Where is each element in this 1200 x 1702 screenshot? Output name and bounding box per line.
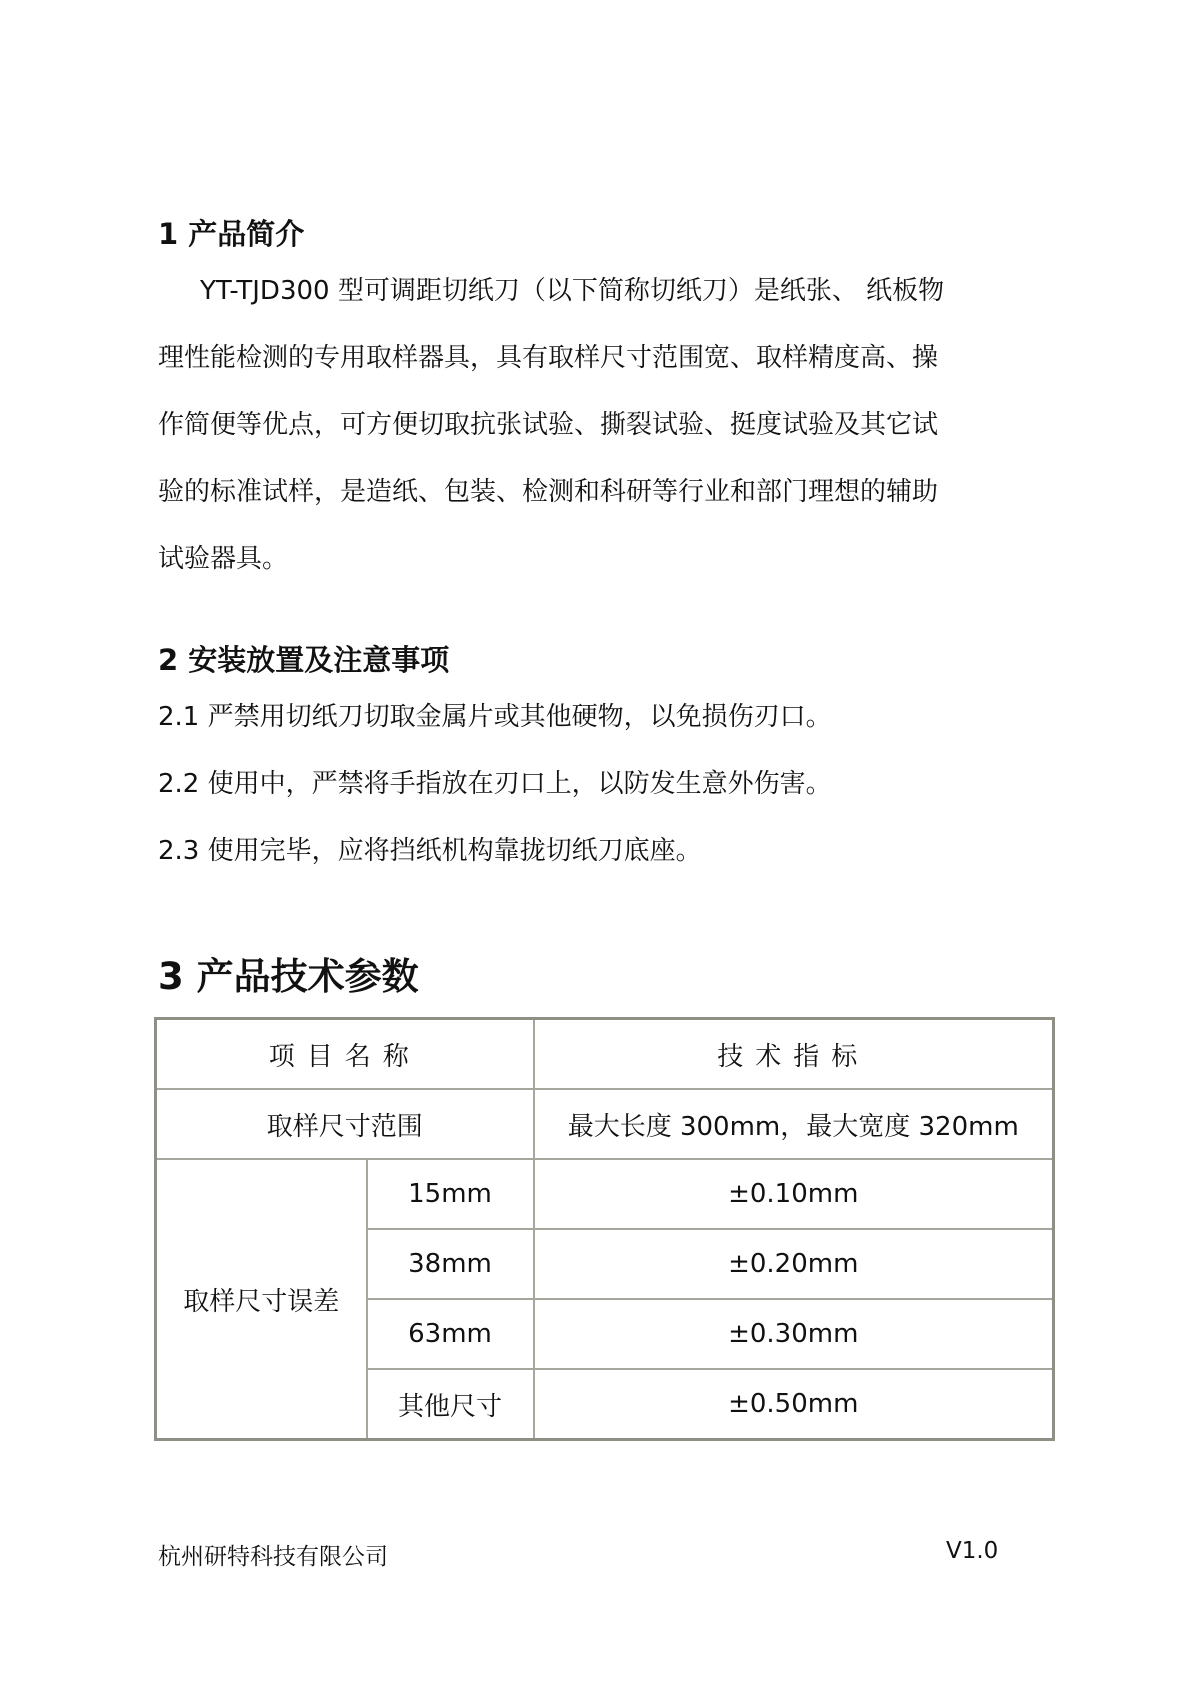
table-row: [156, 1159, 1054, 1229]
tolerance-cell: ±0.50mm: [534, 1369, 1054, 1440]
section3-heading: 3 产品技术参数: [158, 955, 419, 998]
size-cell: 63mm: [367, 1299, 534, 1369]
intro-line: 理性能检测的专用取样器具，具有取样尺寸范围宽、取样精度高、操: [158, 343, 939, 373]
notice-item: 2.1 严禁用切纸刀切取金属片或其他硬物，以免损伤刃口。: [158, 702, 832, 732]
range-label: 取样尺寸范围: [156, 1089, 534, 1159]
size-cell: 其他尺寸: [367, 1369, 534, 1440]
table-row: [156, 1089, 1054, 1159]
footer-version: V1.0: [946, 1538, 999, 1564]
intro-line: YT-TJD300 型可调距切纸刀（以下简称切纸刀）是纸张、 纸板物: [200, 276, 945, 306]
error-label: 取样尺寸误差: [156, 1159, 367, 1440]
size-cell: 15mm: [367, 1159, 534, 1229]
intro-line: 验的标准试样，是造纸、包装、检测和科研等行业和部门理想的辅助: [158, 477, 939, 507]
tolerance-cell: ±0.20mm: [534, 1229, 1054, 1299]
header-spec: 技术指标: [534, 1019, 1054, 1090]
section1-heading: 1 产品简介: [158, 217, 305, 251]
intro-line: 试验器具。: [158, 544, 289, 574]
footer-company: 杭州研特科技有限公司: [158, 1544, 388, 1570]
notice-item: 2.3 使用完毕，应将挡纸机构靠拢切纸刀底座。: [158, 836, 702, 866]
notice-item: 2.2 使用中，严禁将手指放在刃口上，以防发生意外伤害。: [158, 769, 832, 799]
tolerance-cell: ±0.30mm: [534, 1299, 1054, 1369]
tolerance-cell: ±0.10mm: [534, 1159, 1054, 1229]
tech-params-table: [154, 1017, 1055, 1441]
header-item-name: 项目名称: [156, 1019, 534, 1090]
size-cell: 38mm: [367, 1229, 534, 1299]
range-value: 最大长度 300mm，最大宽度 320mm: [534, 1089, 1054, 1159]
intro-line: 作简便等优点，可方便切取抗张试验、撕裂试验、挺度试验及其它试: [158, 410, 939, 440]
section2-heading: 2 安装放置及注意事项: [158, 643, 450, 677]
table-header-row: [156, 1019, 1054, 1090]
